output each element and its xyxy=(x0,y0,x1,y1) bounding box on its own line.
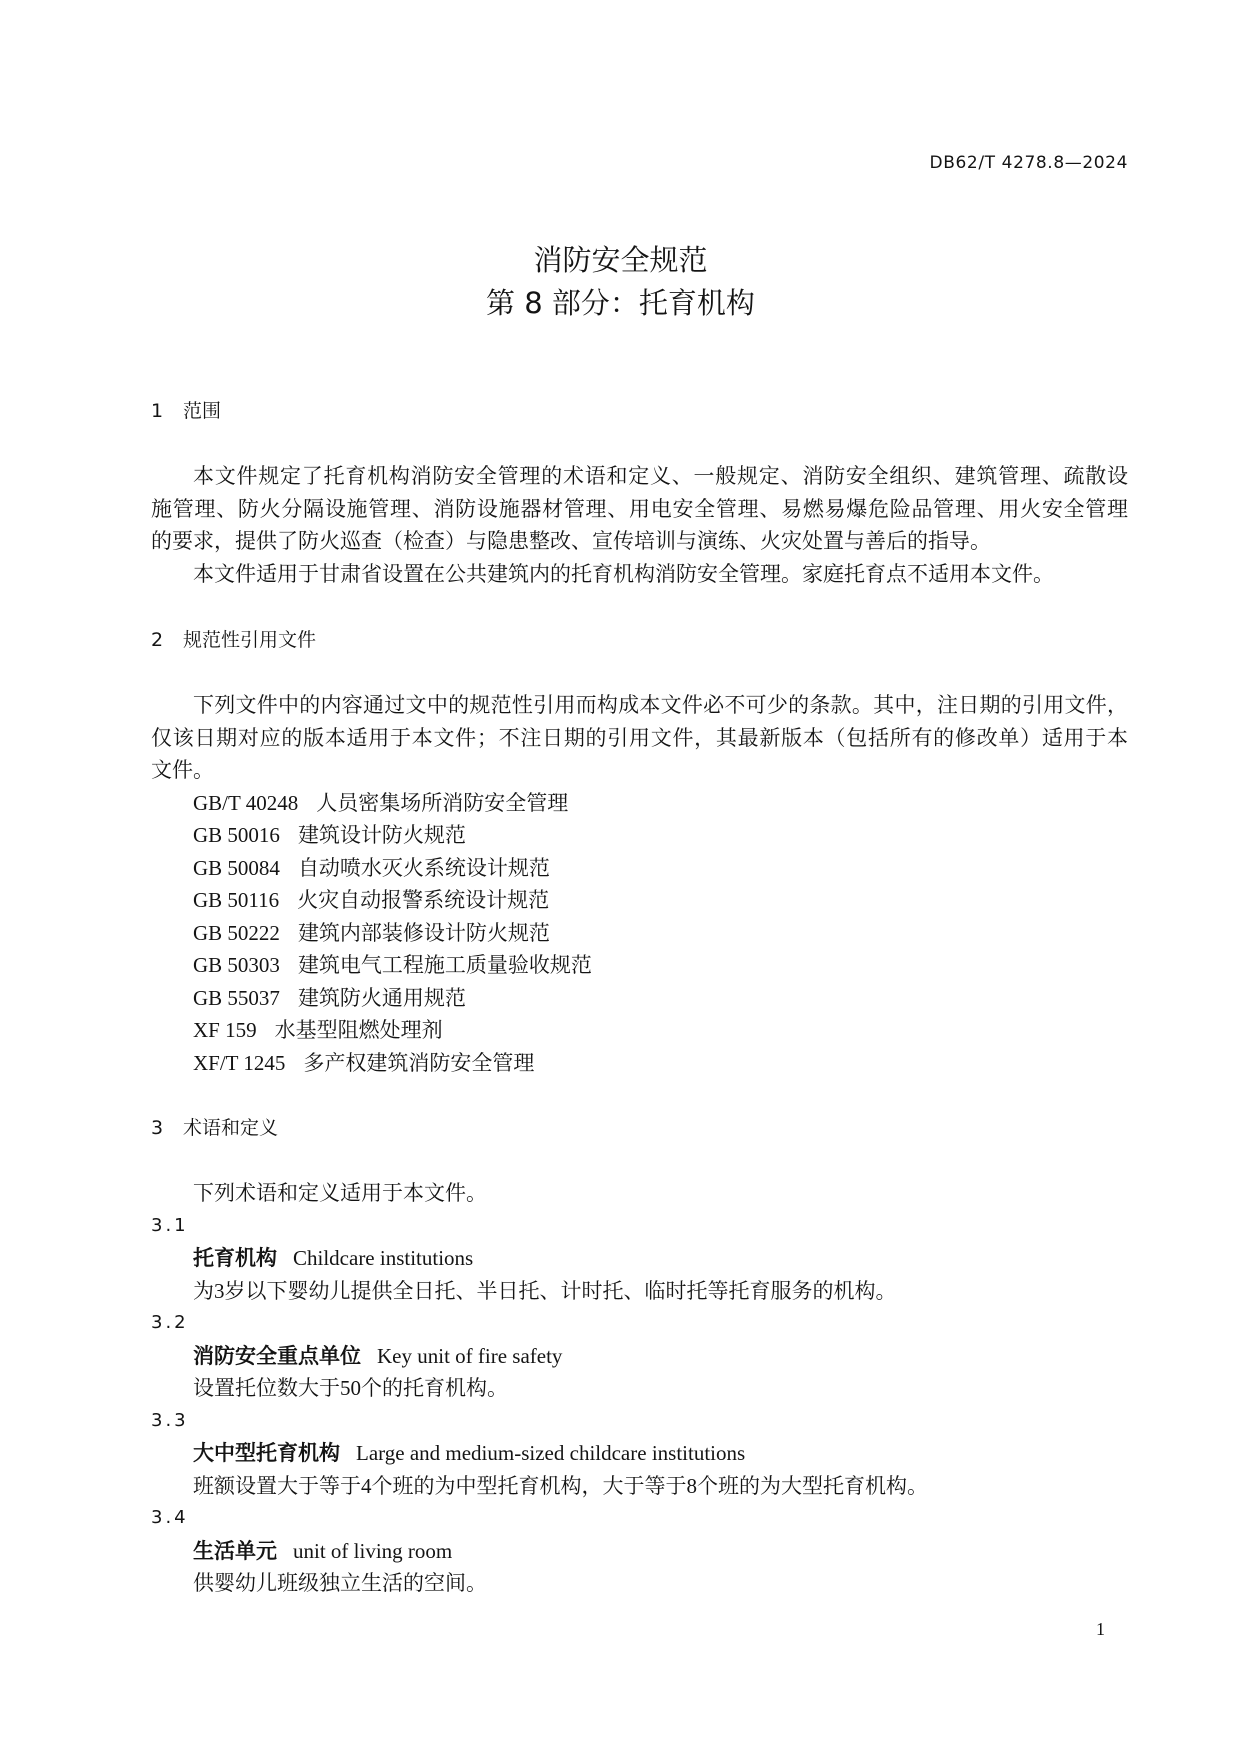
reference-item xyxy=(151,884,1128,917)
reference-item xyxy=(151,1047,1128,1080)
page-number: 1 xyxy=(1096,1619,1105,1639)
term-en: Childcare institutions xyxy=(293,1246,474,1270)
term-number: 3.3 xyxy=(151,1409,189,1431)
reference-title: 多产权建筑消防安全管理 xyxy=(303,1050,535,1075)
term-definition: 班额设置大于等于4个班的为中型托育机构，大于等于8个班的为大型托育机构。 xyxy=(193,1473,928,1498)
term-number: 3.1 xyxy=(151,1214,189,1236)
term-en: Key unit of fire safety xyxy=(377,1343,563,1368)
reference-title: 建筑防火通用规范 xyxy=(297,985,466,1010)
term-number: 3.2 xyxy=(151,1312,189,1333)
section-title: 规范性引用文件 xyxy=(183,629,317,651)
term-definition: 设置托位数大于50个的托育机构。 xyxy=(193,1376,508,1400)
reference-title: 水基型阻燃处理剂 xyxy=(274,1018,443,1042)
paragraph-line: 本文件规定了托育机构消防安全管理的术语和定义、一般规定、消防安全组织、建筑管理、疏散设 xyxy=(193,464,1128,488)
term-name xyxy=(151,1437,1128,1470)
paragraph-line: 文件。 xyxy=(151,758,214,782)
reference-title: 人员密集场所消防安全管理 xyxy=(316,790,569,815)
paragraph-line: 施管理、防火分隔设施管理、消防设施器材管理、用电安全管理、易燃易爆危险品管理、用火安全管理 xyxy=(151,496,1128,521)
terms-text xyxy=(151,1177,1128,1600)
reference-item xyxy=(151,949,1128,982)
term-en: unit of living room xyxy=(293,1538,453,1563)
reference-title: 建筑设计防火规范 xyxy=(297,823,466,847)
scope-text xyxy=(151,460,1128,590)
reference-code: XF 159 xyxy=(193,1018,257,1042)
section-number: 3 xyxy=(151,1117,164,1139)
section-number: 2 xyxy=(151,629,164,651)
paragraph-line: 的要求，提供了防火巡查（检查）与隐患整改、宣传培训与演练、火灾处置与善后的指导。 xyxy=(151,529,991,553)
reference-item xyxy=(151,917,1128,950)
term-name xyxy=(151,1535,1128,1568)
term-name xyxy=(151,1242,1128,1275)
section-heading-terms xyxy=(151,1112,278,1144)
section-heading-scope xyxy=(151,395,221,427)
reference-code: GB 55037 xyxy=(193,985,280,1010)
paragraph-line: 下列文件中的内容通过文中的规范性引用而构成本文件必不可少的条款。其中，注日期的引用文件， xyxy=(193,693,1128,717)
term-en: Large and medium-sized childcare institutions xyxy=(356,1441,746,1465)
reference-item xyxy=(151,982,1128,1015)
section-title: 术语和定义 xyxy=(183,1117,279,1139)
term-zh: 托育机构 xyxy=(193,1246,277,1270)
paragraph-line: 本文件适用于甘肃省设置在公共建筑内的托育机构消防安全管理。家庭托育点不适用本文件。 xyxy=(193,561,1054,586)
reference-title: 建筑电气工程施工质量验收规范 xyxy=(297,953,592,977)
references-text xyxy=(151,689,1128,1079)
reference-code: GB 50084 xyxy=(193,855,280,880)
reference-code: GB/T 40248 xyxy=(193,790,299,815)
term-zh: 大中型托育机构 xyxy=(193,1441,340,1465)
document-number: DB62/T 4278.8—2024 xyxy=(929,153,1128,173)
term-number: 3.4 xyxy=(151,1507,189,1528)
reference-code: GB 50222 xyxy=(193,920,280,945)
section-title: 范围 xyxy=(183,400,222,422)
reference-item xyxy=(151,1014,1128,1047)
page-title: 消防安全规范 xyxy=(533,243,708,277)
paragraph-line: 仅该日期对应的版本适用于本文件；不注日期的引用文件，其最新版本（包括所有的修改单）适用于本 xyxy=(151,725,1128,750)
term-zh: 生活单元 xyxy=(193,1538,277,1563)
reference-title: 建筑内部装修设计防火规范 xyxy=(297,920,550,945)
term-definition: 供婴幼儿班级独立生活的空间。 xyxy=(193,1571,487,1595)
reference-code: XF/T 1245 xyxy=(193,1050,286,1075)
reference-title: 火灾自动报警系统设计规范 xyxy=(297,888,550,912)
reference-title: 自动喷水灭火系统设计规范 xyxy=(297,855,550,880)
reference-item xyxy=(151,852,1128,885)
reference-item xyxy=(151,819,1128,852)
page-subtitle: 第 8 部分：托育机构 xyxy=(486,286,755,320)
term-zh: 消防安全重点单位 xyxy=(193,1343,361,1368)
paragraph-line: 下列术语和定义适用于本文件。 xyxy=(193,1181,487,1205)
reference-code: GB 50116 xyxy=(193,888,280,912)
term-definition: 为3岁以下婴幼儿提供全日托、半日托、计时托、临时托等托育服务的机构。 xyxy=(193,1278,897,1303)
section-number: 1 xyxy=(151,400,164,422)
term-name xyxy=(151,1340,1128,1373)
reference-code: GB 50016 xyxy=(193,823,280,847)
reference-item xyxy=(151,787,1128,820)
reference-code: GB 50303 xyxy=(193,953,280,977)
section-heading-references xyxy=(151,624,316,656)
